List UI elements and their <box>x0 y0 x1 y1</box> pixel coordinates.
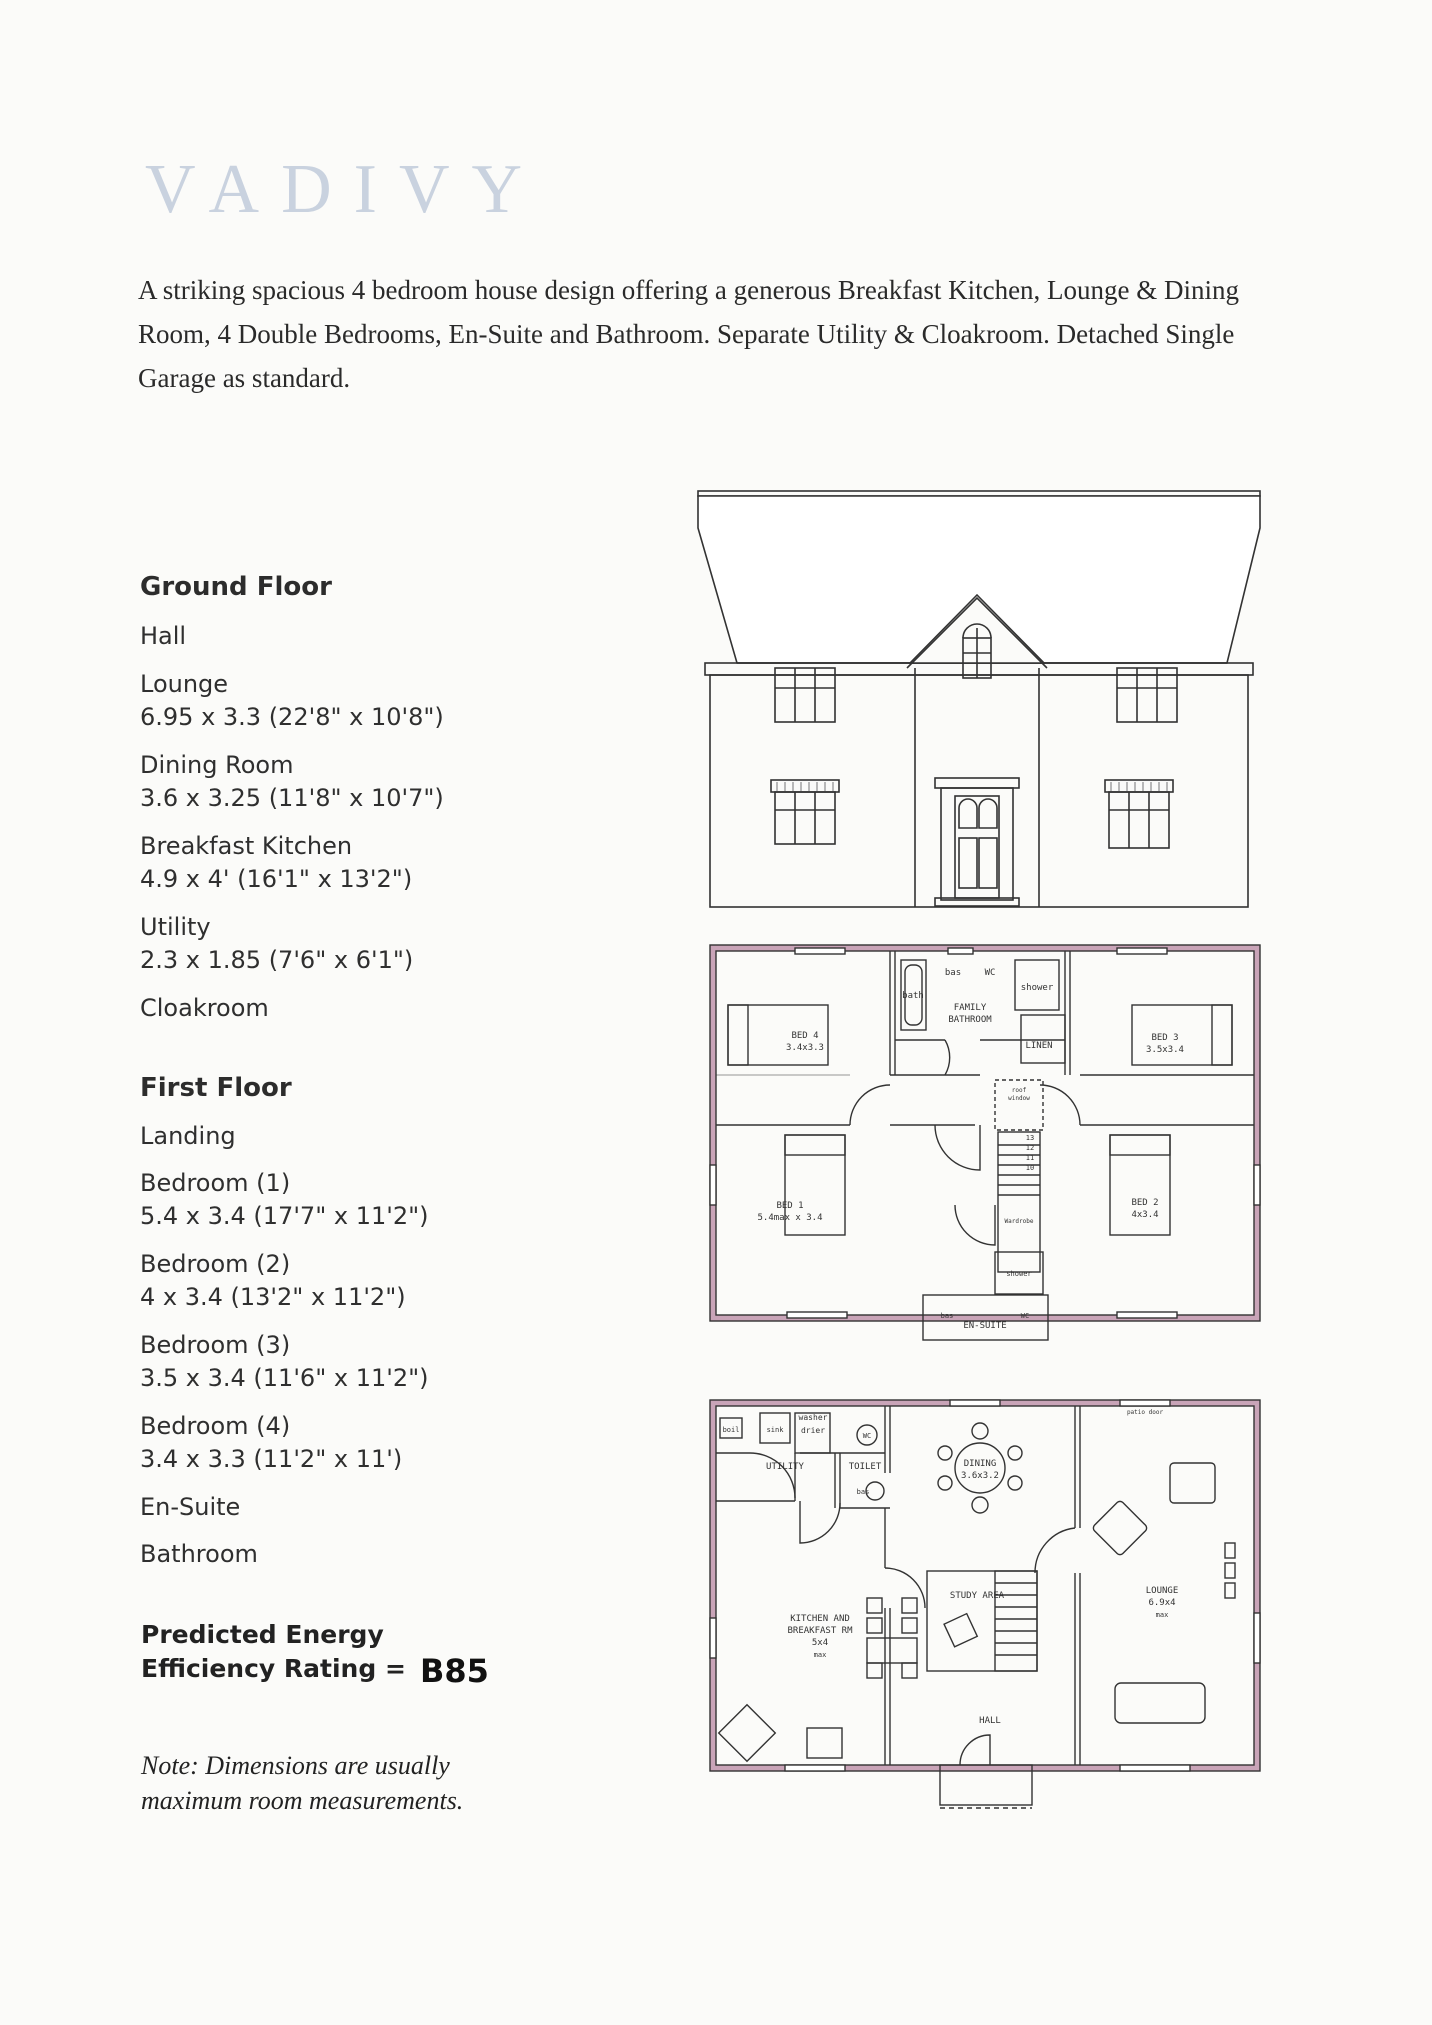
lounge-size: 6.9x4 <box>1148 1598 1176 1608</box>
ensuite-basin-label: bas <box>940 1312 954 1320</box>
toilet-basin-label: bas <box>856 1488 870 1496</box>
bed2-label: BED 2 <box>1131 1198 1159 1208</box>
toilet-label: TOILET <box>848 1462 882 1472</box>
step-number: 12 <box>1025 1144 1035 1152</box>
first-floor-plan <box>705 940 1270 1355</box>
room-cloakroom: Cloakroom <box>140 994 269 1022</box>
roof-window-label-2: window <box>1008 1095 1030 1102</box>
washer-label-1: washer <box>798 1413 828 1422</box>
room-hall: Hall <box>140 622 187 650</box>
ground-floor-plan <box>705 1393 1270 1823</box>
study-label: STUDY AREA <box>949 1591 1005 1601</box>
bed1-size: 5.4max x 3.4 <box>757 1213 823 1223</box>
kitchen-label-1: KITCHEN AND <box>790 1614 850 1624</box>
room-bedroom-4: Bedroom (4) 3.4 x 3.3 (11'2" x 11') <box>140 1412 403 1473</box>
room-lounge: Lounge 6.95 x 3.3 (22'8" x 10'8") <box>140 670 444 731</box>
energy-rating: B85 <box>420 1652 489 1690</box>
room-dining: Dining Room 3.6 x 3.25 (11'8" x 10'7") <box>140 751 444 812</box>
step-number: 10 <box>1025 1164 1035 1172</box>
bed3-label: BED 3 <box>1151 1033 1179 1043</box>
step-number: 11 <box>1025 1154 1035 1162</box>
room-utility: Utility 2.3 x 1.85 (7'6" x 6'1") <box>140 913 414 974</box>
patio-door-label: patio door <box>1126 1409 1164 1416</box>
ensuite-label: EN-SUITE <box>963 1321 1007 1331</box>
house-name-logo: VADIVY <box>145 151 545 228</box>
bed1-label: BED 1 <box>776 1201 804 1211</box>
room-ensuite: En-Suite <box>140 1493 241 1521</box>
first-floor-heading: First Floor <box>140 1073 292 1103</box>
room-bedroom-1: Bedroom (1) 5.4 x 3.4 (17'7" x 11'2") <box>140 1169 429 1230</box>
shower-label: shower <box>1020 983 1054 993</box>
ground-floor-heading: Ground Floor <box>140 572 332 602</box>
lounge-label: LOUNGE <box>1145 1586 1179 1596</box>
room-landing: Landing <box>140 1122 236 1150</box>
ensuite-wc-label: WC <box>1020 1312 1030 1320</box>
bed4-size: 3.4x3.3 <box>786 1043 824 1053</box>
hall-label: HALL <box>979 1716 1001 1726</box>
wardrobe-label: Wardrobe <box>1004 1218 1034 1225</box>
step-number: 13 <box>1025 1134 1035 1142</box>
dining-label: DINING <box>963 1459 997 1469</box>
bed3-size: 3.5x3.4 <box>1146 1045 1184 1055</box>
toilet-wc-label: WC <box>862 1432 872 1440</box>
utility-label: UTILITY <box>766 1462 804 1472</box>
room-kitchen: Breakfast Kitchen 4.9 x 4' (16'1" x 13'2") <box>140 832 413 893</box>
intro-paragraph: A striking spacious 4 bedroom house design offering a generous Breakfast Kitchen, Lounge & Dining Room, 4 Double Bedrooms, En-Suite and Bathroom. Separate Utility & Cloakroom. Detached Single Garage as standard. <box>138 275 1240 393</box>
family-bathroom-label-1: FAMILY <box>953 1003 987 1013</box>
bed4-label: BED 4 <box>791 1031 819 1041</box>
kitchen-size: 5x4 <box>811 1638 829 1648</box>
boiler-label: boil <box>722 1426 740 1434</box>
energy-label: Predicted Energy Efficiency Rating = <box>141 1620 406 1683</box>
family-bathroom-label-2: BATHROOM <box>948 1015 992 1025</box>
bath-wc-label: WC <box>984 968 996 978</box>
dining-size: 3.6x3.2 <box>961 1471 999 1481</box>
room-bathroom: Bathroom <box>140 1540 258 1568</box>
dimensions-note: Note: Dimensions are usually maximum room measurements. <box>141 1751 464 1815</box>
bath-label: bath <box>902 991 924 1001</box>
front-elevation-drawing <box>695 488 1265 908</box>
linen-label: LINEN <box>1025 1041 1053 1051</box>
kitchen-label-2: BREAKFAST RM <box>787 1626 853 1636</box>
room-bedroom-3: Bedroom (3) 3.5 x 3.4 (11'6" x 11'2") <box>140 1331 429 1392</box>
roof-window-label-1: roof <box>1011 1087 1027 1094</box>
kitchen-max: max <box>813 1651 827 1659</box>
bed2-size: 4x3.4 <box>1131 1210 1159 1220</box>
sink-label: sink <box>766 1426 784 1434</box>
room-bedroom-2: Bedroom (2) 4 x 3.4 (13'2" x 11'2") <box>140 1250 406 1311</box>
ensuite-shower-label: shower <box>1006 1270 1032 1278</box>
washer-label-2: drier <box>800 1426 826 1435</box>
lounge-max: max <box>1155 1611 1169 1619</box>
bath-basin-label: bas <box>944 968 962 978</box>
